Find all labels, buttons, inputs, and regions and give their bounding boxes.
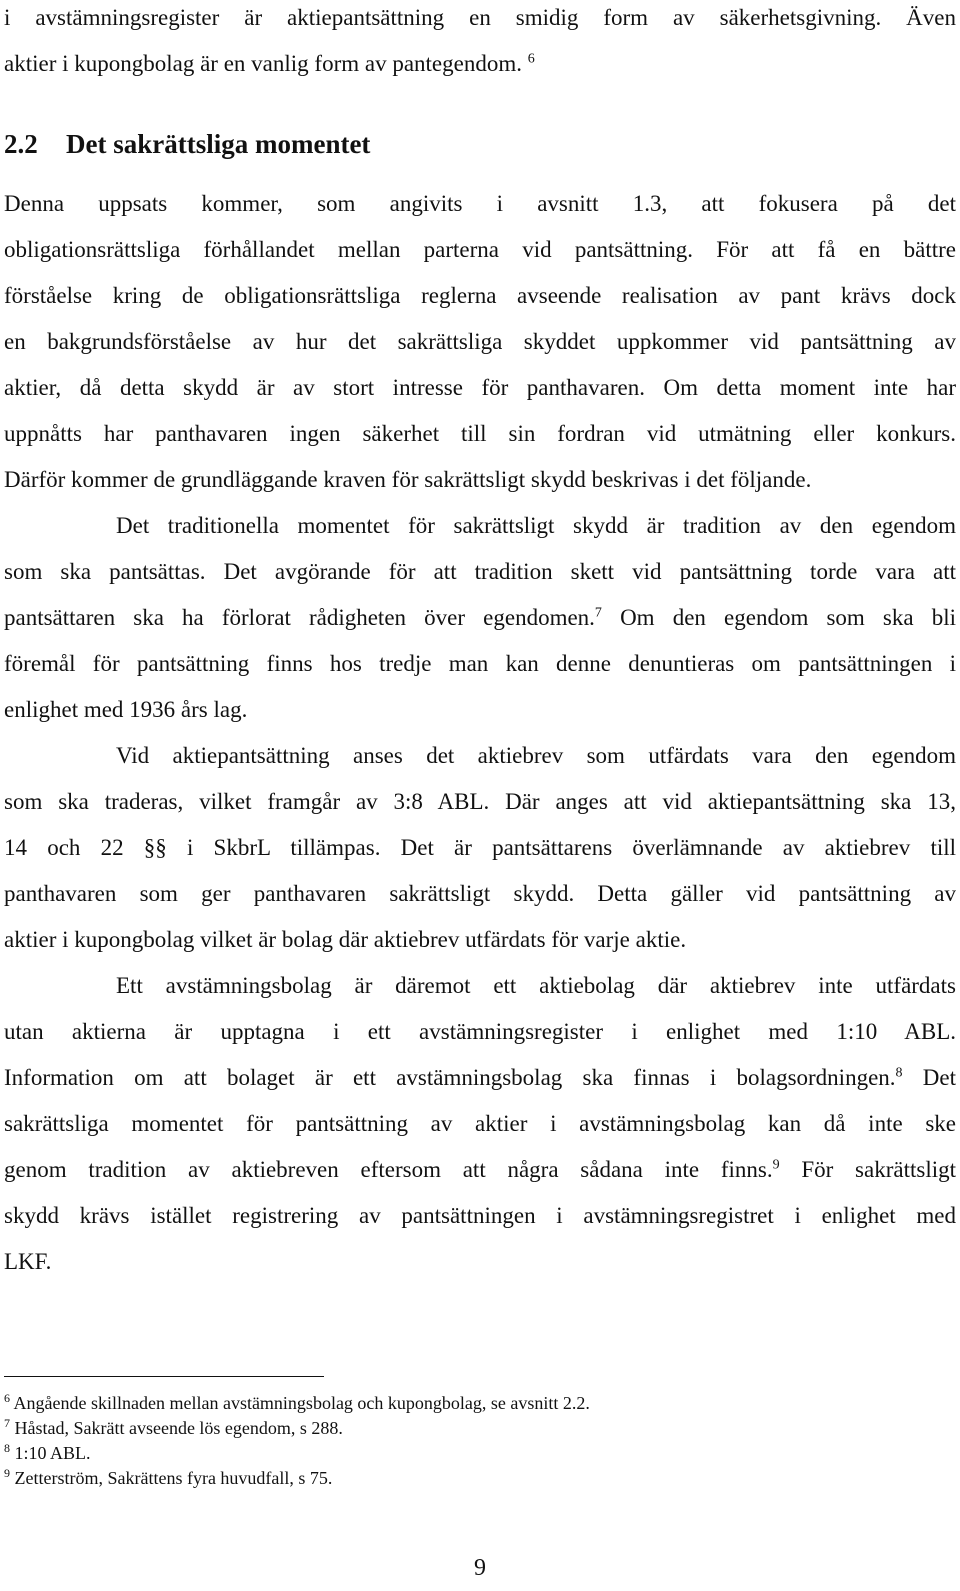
body-line: som ska pantsättas. Det avgörande för att tradition skett vid pantsättning torde vara att [4, 559, 956, 584]
body-line: obligationsrättsliga förhållandet mellan parterna vid pantsättning. För att få en bättre [4, 237, 956, 262]
body-line: aktier, då detta skydd är av stort intresse för panthavaren. Om detta moment inte har [4, 375, 956, 400]
body-line: panthavaren som ger panthavaren sakrättsligt skydd. Detta gäller vid pantsättning av [4, 881, 956, 906]
body-line: som ska traderas, vilket framgår av 3:8 ABL. Där anges att vid aktiepantsättning ska 13, [4, 789, 956, 814]
body-line: Därför kommer de grundläggande kraven för sakrättsligt skydd beskrivas i det följande. [4, 467, 812, 492]
body-line: genom tradition av aktiebreven eftersom att några sådana inte finns.$^9$ För sakrättsligt [4, 1157, 956, 1182]
body-line: föremål för pantsättning finns hos tredje man kan denne denuntieras om pantsättningen i [4, 651, 956, 676]
section-number: 2.2 [4, 129, 38, 159]
body-line: Ett avstämningsbolag är däremot ett aktiebolag där aktiebrev inte utfärdats [116, 973, 956, 998]
page-number: 9 [474, 1555, 486, 1581]
body-line: Information om att bolaget är ett avstämningsbolag ska finnas i bolagsordningen.$^8$ Det [4, 1065, 956, 1090]
body-line: skydd krävs istället registrering av pantsättningen i avstämningsregistret i enlighet med [4, 1203, 956, 1228]
body-line: Det traditionella momentet för sakrättsligt skydd är tradition av den egendom [116, 513, 956, 538]
footnote-ref[interactable]: 6 [527, 51, 535, 67]
body-line: sakrättsliga momentet för pantsättning av aktier i avstämningsbolag kan då inte ske [4, 1111, 956, 1136]
body-line: pantsättaren ska ha förlorat rådigheten över egendomen.$^7$ Om den egendom som ska bli [4, 605, 957, 630]
footnote-ref[interactable]: 9 [772, 1157, 780, 1173]
body-line: LKF. [4, 1249, 52, 1274]
body-line: utan aktierna är upptagna i ett avstämningsregister i enlighet med 1:10 ABL. [4, 1019, 956, 1044]
body-line: aktier i kupongbolag vilket är bolag där aktiebrev utfärdats för varje aktie. [4, 927, 687, 952]
body-line: aktier i kupongbolag är en vanlig form av pantegendom. $^6$ [4, 51, 535, 76]
body-line: en bakgrundsförståelse av hur det sakrättsliga skyddet uppkommer vid pantsättning av [4, 329, 956, 354]
body-line: Denna uppsats kommer, som angivits i avsnitt 1.3, att fokusera på det [4, 191, 956, 216]
footnote: $^8$ 1:10 ABL. [4, 1441, 91, 1463]
footnote: $^7$ Håstad, Sakrätt avseende lös egendom, s 288. [4, 1416, 343, 1438]
footnote-separator [4, 1376, 324, 1377]
body-line: enlighet med 1936 års lag. [4, 697, 248, 722]
footnote: $^6$ Angående skillnaden mellan avstämningsbolag och kupongbolag, se avsnitt 2.2. [4, 1391, 590, 1413]
body-line: Vid aktiepantsättning anses det aktiebrev som utfärdats vara den egendom [116, 743, 956, 768]
body-line: förståelse kring de obligationsrättsliga reglerna avseende realisation av pant krävs dock [4, 283, 956, 308]
body-line: 14 och 22 §§ i SkbrL tillämpas. Det är pantsättarens överlämnande av aktiebrev till [4, 835, 956, 860]
body-line: uppnåtts har panthavaren ingen säkerhet till sin fordran vid utmätning eller konkurs. [4, 421, 956, 446]
footnote-ref[interactable]: 8 [895, 1065, 903, 1081]
body-line: i avstämningsregister är aktiepantsättning en smidig form av säkerhetsgivning. Även [4, 5, 956, 30]
footnote-ref[interactable]: 7 [594, 605, 602, 621]
section-heading [4, 130, 956, 158]
section-title: Det sakrättsliga momentet [66, 129, 371, 159]
footnote: $^9$ Zetterström, Sakrättens fyra huvudfall, s 75. [4, 1466, 333, 1488]
